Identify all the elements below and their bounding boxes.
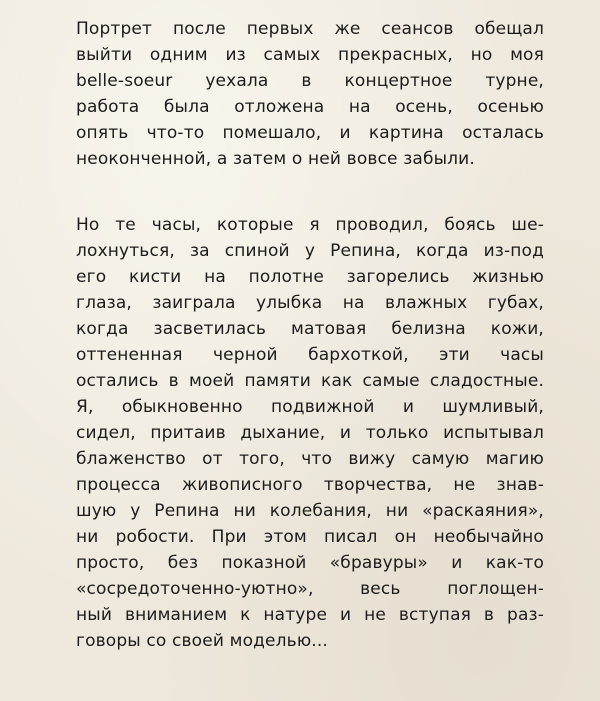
paragraph-2-line: глаза, заиграла улыбка на влажных губах, bbox=[76, 293, 544, 313]
paragraph-1-line: работа была отложена на осень, осенью bbox=[76, 97, 544, 117]
paragraph-2-line: ни робости. При этом писал он необычайно bbox=[76, 527, 544, 547]
paragraph-1-line: неоконченной, а затем о ней вовсе забыли. bbox=[76, 149, 475, 169]
paragraph-2-line: оттененная черной бархоткой, эти часы bbox=[76, 345, 544, 365]
paragraph-2-line: просто, без показной «бравуры» и как-то bbox=[76, 553, 544, 573]
paragraph-1-line: выйти одним из самых прекрасных, но моя bbox=[76, 45, 544, 65]
paragraph-2-line: «сосредоточенно-уютно», весь поглощен- bbox=[76, 579, 544, 599]
paragraph-1-line: belle-soeur уехала в концертное турне, bbox=[76, 71, 544, 91]
paragraph-2-line: остались в моей памяти как самые сладостные. bbox=[76, 371, 544, 391]
paragraph-2-line: Но те часы, которые я проводил, боясь ше- bbox=[76, 215, 544, 235]
paragraph-2-line: Я, обыкновенно подвижной и шумливый, bbox=[76, 397, 544, 417]
paragraph-2-line: ный вниманием к натуре и не вступая в раз- bbox=[76, 605, 544, 625]
paragraph-2-line: блаженство от того, что вижу самую магию bbox=[76, 449, 544, 469]
paragraph-2-line: лохнуться, за спиной у Репина, когда из-под bbox=[76, 241, 544, 261]
paragraph-2-line: говоры со своей моделью... bbox=[76, 631, 328, 651]
paragraph-2 bbox=[76, 212, 544, 654]
paragraph-1-line: Портрет после первых же сеансов обещал bbox=[76, 19, 544, 39]
paragraph-2-line: его кисти на полотне загорелись жизнью bbox=[76, 267, 544, 287]
paragraph-2-line: процесса живописного творчества, не знав- bbox=[76, 475, 544, 495]
paragraph-2-line: шую у Репина ни колебания, ни «раскаяния», bbox=[76, 501, 544, 521]
paragraph-2-line: когда засветилась матовая белизна кожи, bbox=[76, 319, 544, 339]
paragraph-2-line: сидел, притаив дыхание, и только испытывал bbox=[76, 423, 544, 443]
paragraph-1 bbox=[76, 16, 544, 172]
paragraph-1-line: опять что-то помешало, и картина осталась bbox=[76, 123, 544, 143]
